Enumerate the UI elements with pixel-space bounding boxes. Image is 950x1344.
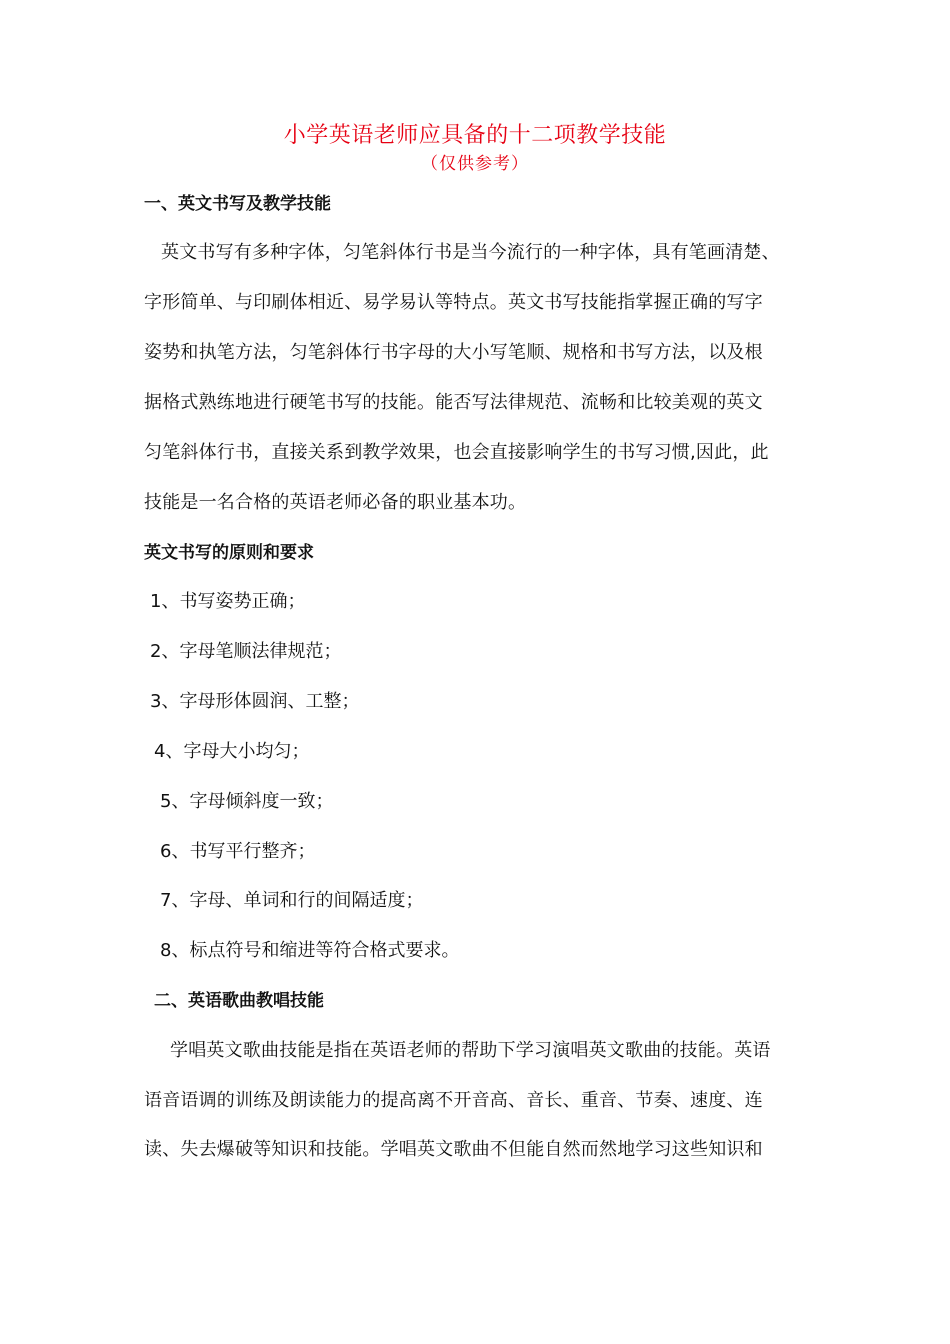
principle-item: 4、字母大小均匀； <box>154 741 310 762</box>
document-subtitle: （仅供参考） <box>421 154 529 174</box>
section1-paragraph-line: 英文书写有多种字体，匀笔斜体行书是当今流行的一种字体，具有笔画清楚、 <box>161 242 780 263</box>
section1-paragraph-line: 姿势和执笔方法，匀笔斜体行书字母的大小写笔顺、规格和书写方法，以及根 <box>144 342 763 363</box>
section1-paragraph-line: 据格式熟练地进行硬笔书写的技能。能否写法律规范、流畅和比较美观的英文 <box>144 392 763 413</box>
section2-heading: 二、英语歌曲教唱技能 <box>154 991 324 1011</box>
section2-paragraph-line: 语音语调的训练及朗读能力的提高离不开音高、音长、重音、节奏、速度、连 <box>144 1090 763 1111</box>
section1-paragraph-line: 匀笔斜体行书，直接关系到教学效果，也会直接影响学生的书写习惯,因此，此 <box>144 442 769 463</box>
section1-paragraph-line: 技能是一名合格的英语老师必备的职业基本功。 <box>144 492 527 513</box>
principle-item: 6、书写平行整齐； <box>160 841 316 862</box>
principle-item: 7、字母、单词和行的间隔适度； <box>160 890 424 911</box>
section1-paragraph-line: 字形简单、与印刷体相近、易学易认等特点。英文书写技能指掌握正确的写字 <box>144 292 763 313</box>
principle-item: 3、字母形体圆润、工整； <box>150 691 360 712</box>
principles-heading: 英文书写的原则和要求 <box>144 543 314 563</box>
section2-paragraph-line: 学唱英文歌曲技能是指在英语老师的帮助下学习演唱英文歌曲的技能。英语 <box>170 1040 771 1061</box>
principle-item: 5、字母倾斜度一致； <box>160 791 334 812</box>
section2-paragraph-line: 读、失去爆破等知识和技能。学唱英文歌曲不但能自然而然地学习这些知识和 <box>144 1139 763 1160</box>
principle-item: 2、字母笔顺法律规范； <box>150 641 342 662</box>
principle-item: 8、标点符号和缩进等符合格式要求。 <box>160 940 460 961</box>
principle-item: 1、书写姿势正确； <box>150 591 306 612</box>
document-title: 小学英语老师应具备的十二项教学技能 <box>283 123 667 148</box>
section1-heading: 一、英文书写及教学技能 <box>144 194 331 214</box>
